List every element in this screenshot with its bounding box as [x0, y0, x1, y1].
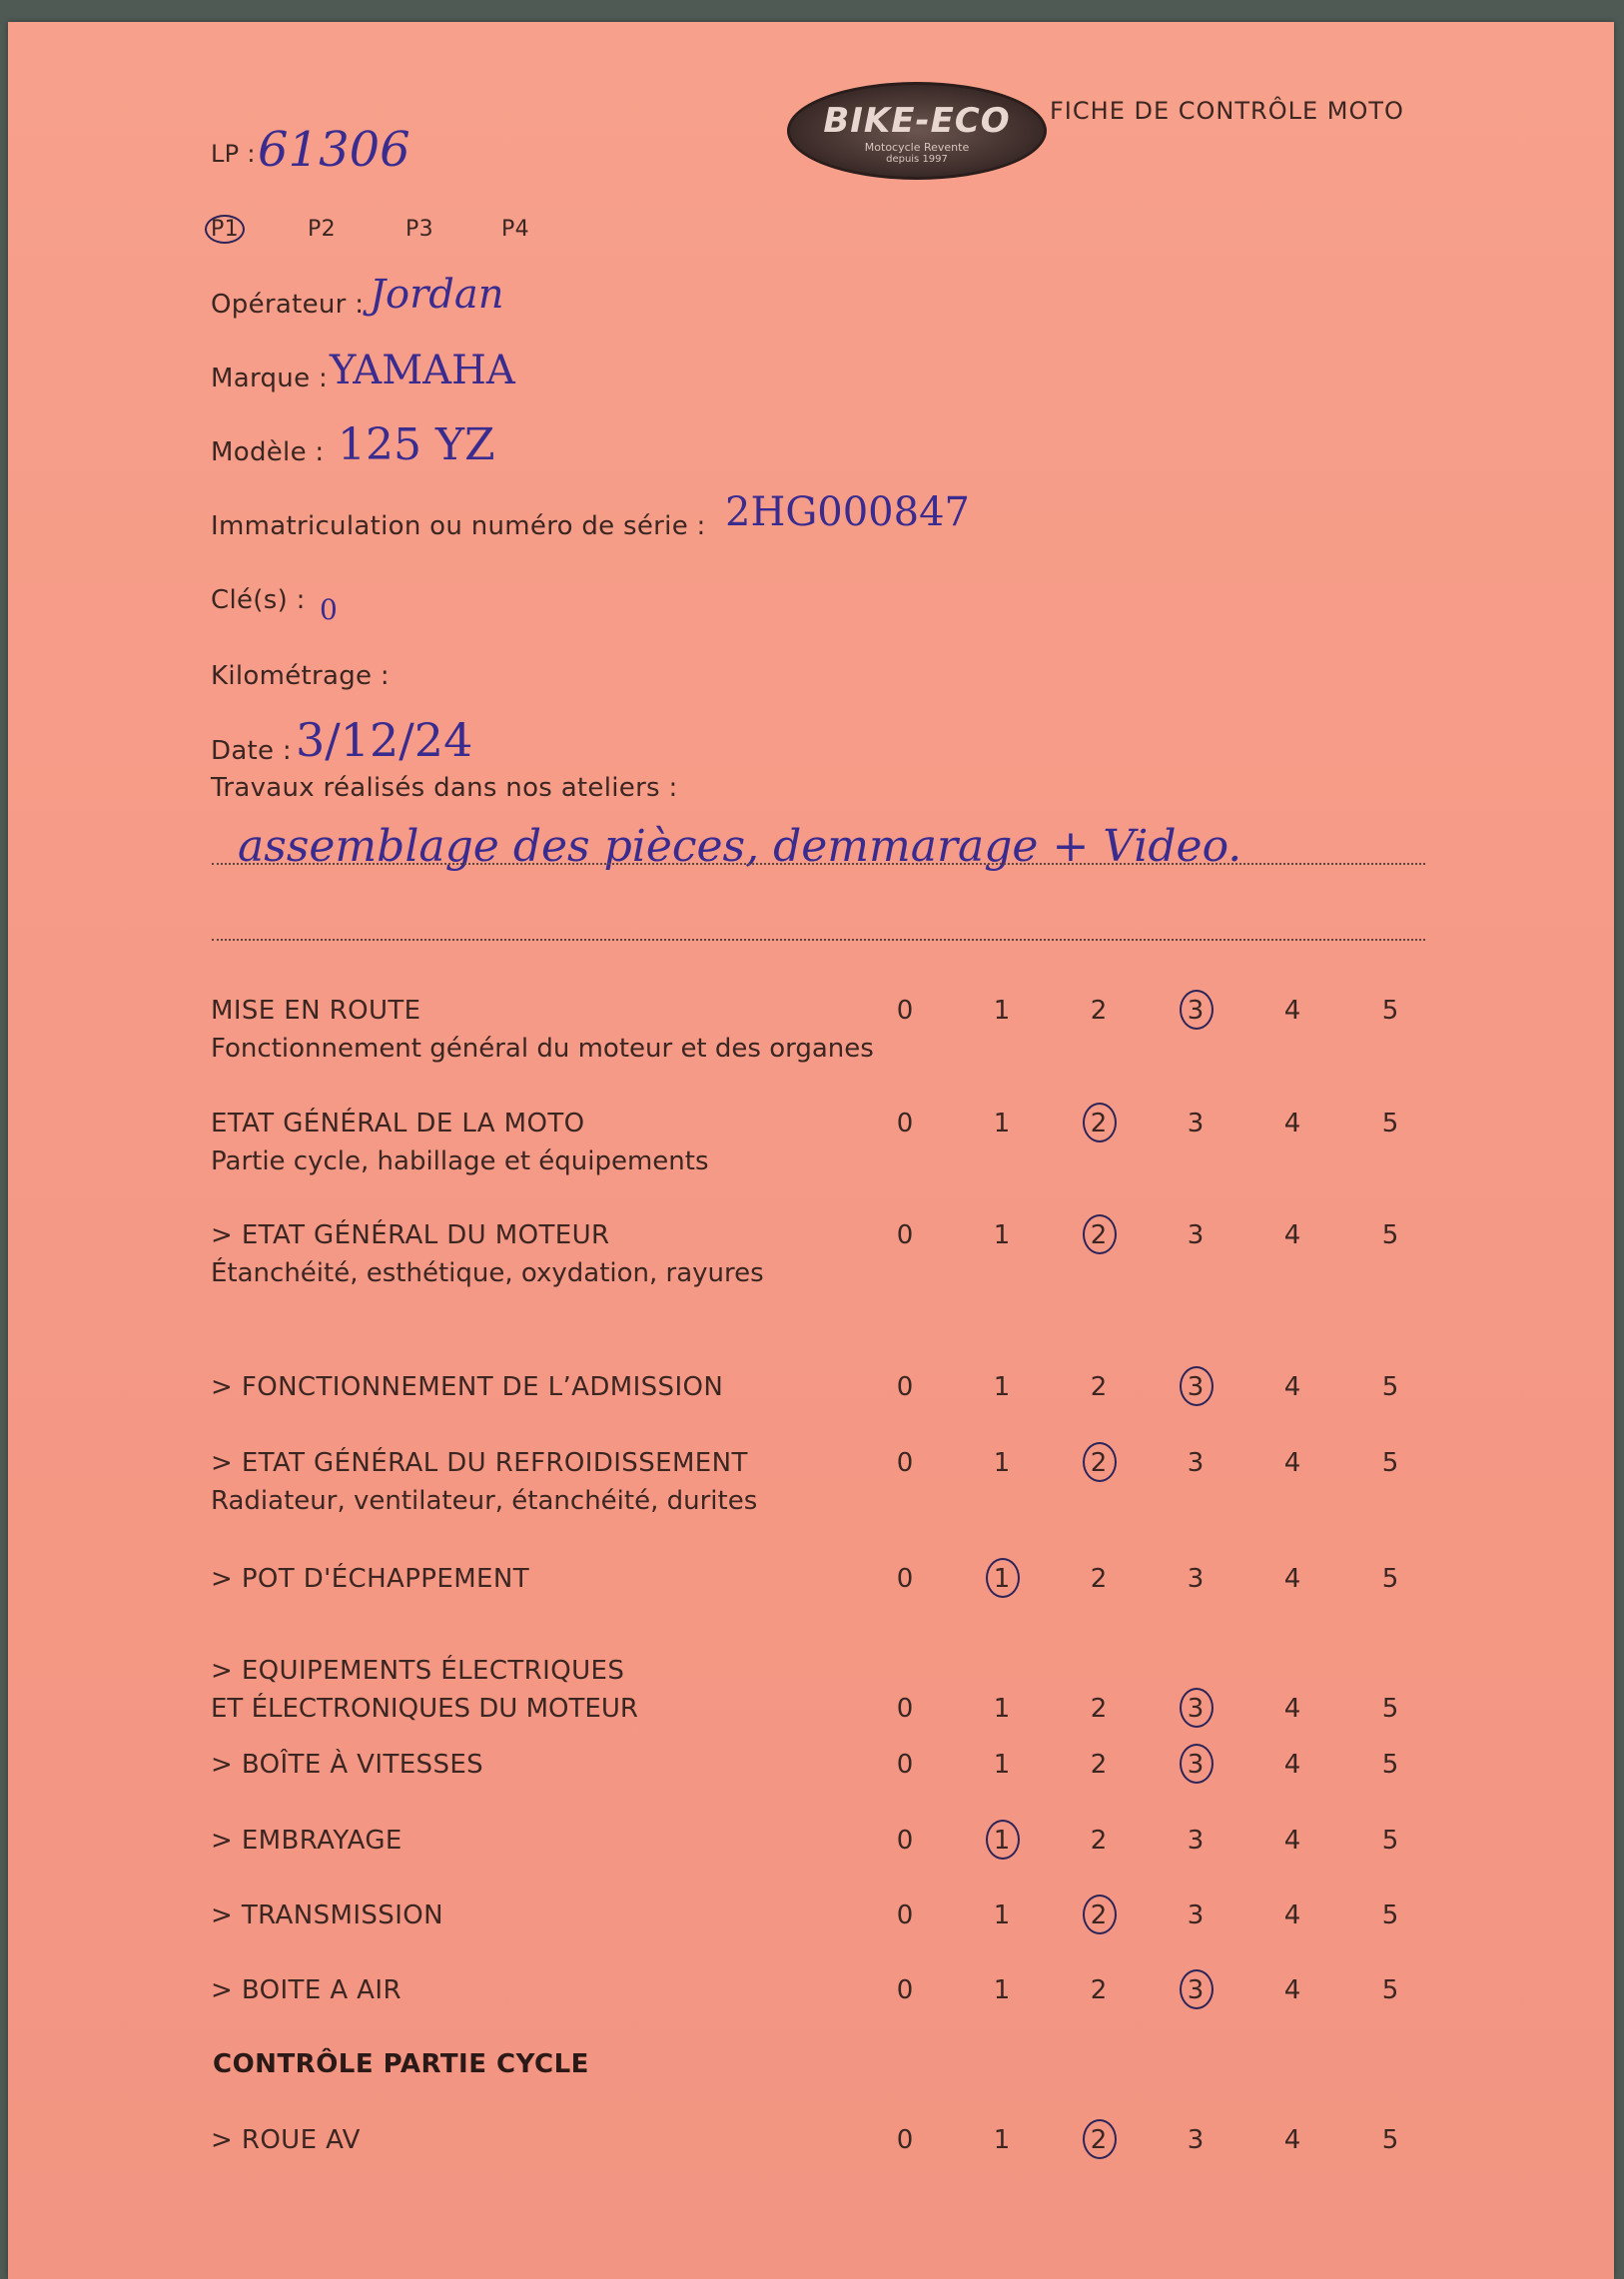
check-score-1-1[interactable]: 1	[993, 1109, 1011, 1139]
check-score-4-3[interactable]: 3	[1187, 1448, 1205, 1478]
sheet-title: FICHE DE CONTRÔLE MOTO	[1050, 97, 1404, 125]
check-title-2: > ETAT GÉNÉRAL DU MOTEUR	[211, 1220, 610, 1250]
date-value[interactable]: 3/12/24	[296, 713, 473, 767]
check-score-5-2[interactable]: 2	[1090, 1564, 1108, 1594]
cles-value[interactable]: 0	[320, 593, 338, 626]
check-score-5-5[interactable]: 5	[1381, 1564, 1399, 1594]
check-score-10-3[interactable]: 3	[1176, 1975, 1216, 2005]
p-option-p2[interactable]: P2	[308, 217, 336, 242]
check-score-2-1[interactable]: 1	[993, 1220, 1011, 1250]
kilometrage-label: Kilométrage :	[211, 661, 390, 691]
check-score-6-3[interactable]: 3	[1176, 1694, 1216, 1724]
check-score-0-1[interactable]: 1	[993, 996, 1011, 1026]
check-score-10-1[interactable]: 1	[993, 1975, 1011, 2005]
check-score-1-0[interactable]: 0	[896, 1109, 914, 1139]
modele-value[interactable]: 125 YZ	[338, 419, 495, 470]
check-score-6-2[interactable]: 2	[1090, 1694, 1108, 1724]
check-score-0-2[interactable]: 2	[1090, 996, 1108, 1026]
check-title-0: MISE EN ROUTE	[211, 996, 421, 1026]
operateur-label: Opérateur :	[211, 290, 365, 320]
check-score-6-5[interactable]: 5	[1381, 1694, 1399, 1724]
check-score-8-5[interactable]: 5	[1381, 1826, 1399, 1856]
check-title-9: > TRANSMISSION	[211, 1900, 443, 1930]
check-score-1-4[interactable]: 4	[1283, 1109, 1301, 1139]
check-title-8: > EMBRAYAGE	[211, 1826, 403, 1856]
check-score-5-4[interactable]: 4	[1283, 1564, 1301, 1594]
check-score-7-3[interactable]: 3	[1176, 1750, 1216, 1780]
check-score-7-1[interactable]: 1	[993, 1750, 1011, 1780]
check-score-8-1[interactable]: 1	[982, 1826, 1022, 1856]
check-score-7-5[interactable]: 5	[1381, 1750, 1399, 1780]
check-score-3-0[interactable]: 0	[896, 1372, 914, 1402]
immat-label: Immatriculation ou numéro de série :	[211, 511, 706, 541]
check-title-1: ETAT GÉNÉRAL DE LA MOTO	[211, 1109, 585, 1139]
marque-label: Marque :	[211, 364, 329, 393]
check-title-4: > ETAT GÉNÉRAL DU REFROIDISSEMENT	[211, 1448, 748, 1478]
check-subtitle-2: Étanchéité, esthétique, oxydation, rayures	[211, 1258, 764, 1288]
check-score-1-2[interactable]: 2	[1079, 1109, 1119, 1139]
check-score-6-4[interactable]: 4	[1283, 1694, 1301, 1724]
check-score-5-1[interactable]: 1	[982, 1564, 1022, 1594]
check-score-4-0[interactable]: 0	[896, 1448, 914, 1478]
p-option-p4[interactable]: P4	[501, 217, 529, 242]
check-title-6: > EQUIPEMENTS ÉLECTRIQUES	[211, 1656, 625, 1686]
check-score-3-4[interactable]: 4	[1283, 1372, 1301, 1402]
cycle-score-0-0[interactable]: 0	[896, 2125, 914, 2155]
check-score-8-3[interactable]: 3	[1187, 1826, 1205, 1856]
check-score-3-5[interactable]: 5	[1381, 1372, 1399, 1402]
marque-value[interactable]: YAMAHA	[330, 348, 515, 393]
check-subtitle-1: Partie cycle, habillage et équipements	[211, 1146, 709, 1176]
check-score-1-3[interactable]: 3	[1187, 1109, 1205, 1139]
check-score-8-4[interactable]: 4	[1283, 1826, 1301, 1856]
cycle-title-0: > ROUE AV	[211, 2125, 361, 2155]
check-score-2-0[interactable]: 0	[896, 1220, 914, 1250]
check-score-8-0[interactable]: 0	[896, 1826, 914, 1856]
logo-since: depuis 1997	[886, 154, 948, 165]
check-score-10-4[interactable]: 4	[1283, 1975, 1301, 2005]
modele-label: Modèle :	[211, 437, 325, 467]
logo-tagline: Motocycle Revente	[864, 141, 970, 154]
check-score-3-3[interactable]: 3	[1176, 1372, 1216, 1402]
check-score-10-0[interactable]: 0	[896, 1975, 914, 2005]
date-label: Date :	[211, 736, 292, 766]
travaux-line-1	[212, 863, 1425, 865]
check-score-2-5[interactable]: 5	[1381, 1220, 1399, 1250]
check-score-2-4[interactable]: 4	[1283, 1220, 1301, 1250]
check-score-0-5[interactable]: 5	[1381, 996, 1399, 1026]
check-score-2-2[interactable]: 2	[1079, 1220, 1119, 1250]
check-subtitle-4: Radiateur, ventilateur, étanchéité, durites	[211, 1486, 758, 1516]
check-score-4-4[interactable]: 4	[1283, 1448, 1301, 1478]
operateur-value[interactable]: Jordan	[370, 272, 504, 318]
logo-text: BIKE-ECO	[823, 101, 1011, 141]
cles-label: Clé(s) :	[211, 585, 306, 615]
check-title-10: > BOITE A AIR	[211, 1975, 402, 2005]
check-score-9-0[interactable]: 0	[896, 1900, 914, 1930]
check-subtitle-6: ET ÉLECTRONIQUES DU MOTEUR	[211, 1694, 638, 1724]
check-score-8-2[interactable]: 2	[1090, 1826, 1108, 1856]
section-cycle-title: CONTRÔLE PARTIE CYCLE	[213, 2049, 589, 2079]
check-subtitle-0: Fonctionnement général du moteur et des organes	[211, 1034, 874, 1064]
cycle-score-0-3[interactable]: 3	[1187, 2125, 1205, 2155]
cycle-score-0-2[interactable]: 2	[1079, 2125, 1119, 2155]
check-score-7-4[interactable]: 4	[1283, 1750, 1301, 1780]
immat-value[interactable]: 2HG000847	[725, 489, 970, 535]
check-score-9-3[interactable]: 3	[1187, 1900, 1205, 1930]
check-score-2-3[interactable]: 3	[1187, 1220, 1205, 1250]
check-score-10-5[interactable]: 5	[1381, 1975, 1399, 2005]
check-score-5-3[interactable]: 3	[1187, 1564, 1205, 1594]
check-score-9-1[interactable]: 1	[993, 1900, 1011, 1930]
travaux-label: Travaux réalisés dans nos ateliers :	[211, 773, 678, 803]
check-score-7-2[interactable]: 2	[1090, 1750, 1108, 1780]
check-score-3-1[interactable]: 1	[993, 1372, 1011, 1402]
check-title-3: > FONCTIONNEMENT DE L’ADMISSION	[211, 1372, 724, 1402]
travaux-value[interactable]: assemblage des pièces, demmarage + Video.	[238, 821, 1242, 872]
check-score-9-4[interactable]: 4	[1283, 1900, 1301, 1930]
check-score-6-0[interactable]: 0	[896, 1694, 914, 1724]
check-score-9-5[interactable]: 5	[1381, 1900, 1399, 1930]
check-score-0-0[interactable]: 0	[896, 996, 914, 1026]
check-score-6-1[interactable]: 1	[993, 1694, 1011, 1724]
check-score-5-0[interactable]: 0	[896, 1564, 914, 1594]
check-score-3-2[interactable]: 2	[1090, 1372, 1108, 1402]
check-score-7-0[interactable]: 0	[896, 1750, 914, 1780]
lp-value[interactable]: 61306	[258, 122, 410, 178]
check-score-4-1[interactable]: 1	[993, 1448, 1011, 1478]
check-score-1-5[interactable]: 5	[1381, 1109, 1399, 1139]
p-option-p1[interactable]: P1	[205, 215, 245, 244]
check-title-7: > BOÎTE À VITESSES	[211, 1750, 484, 1780]
check-score-0-3[interactable]: 3	[1176, 996, 1216, 1026]
travaux-line-2	[212, 939, 1425, 941]
control-sheet	[8, 22, 1614, 2279]
check-score-4-2[interactable]: 2	[1079, 1448, 1119, 1478]
check-score-9-2[interactable]: 2	[1079, 1900, 1119, 1930]
cycle-score-0-5[interactable]: 5	[1381, 2125, 1399, 2155]
bike-eco-logo	[787, 82, 1047, 180]
cycle-score-0-4[interactable]: 4	[1283, 2125, 1301, 2155]
check-score-10-2[interactable]: 2	[1090, 1975, 1108, 2005]
p-option-p3[interactable]: P3	[406, 217, 433, 242]
cycle-score-0-1[interactable]: 1	[993, 2125, 1011, 2155]
lp-label: LP :	[211, 140, 256, 168]
check-title-5: > POT D'ÉCHAPPEMENT	[211, 1564, 530, 1594]
check-score-4-5[interactable]: 5	[1381, 1448, 1399, 1478]
check-score-0-4[interactable]: 4	[1283, 996, 1301, 1026]
